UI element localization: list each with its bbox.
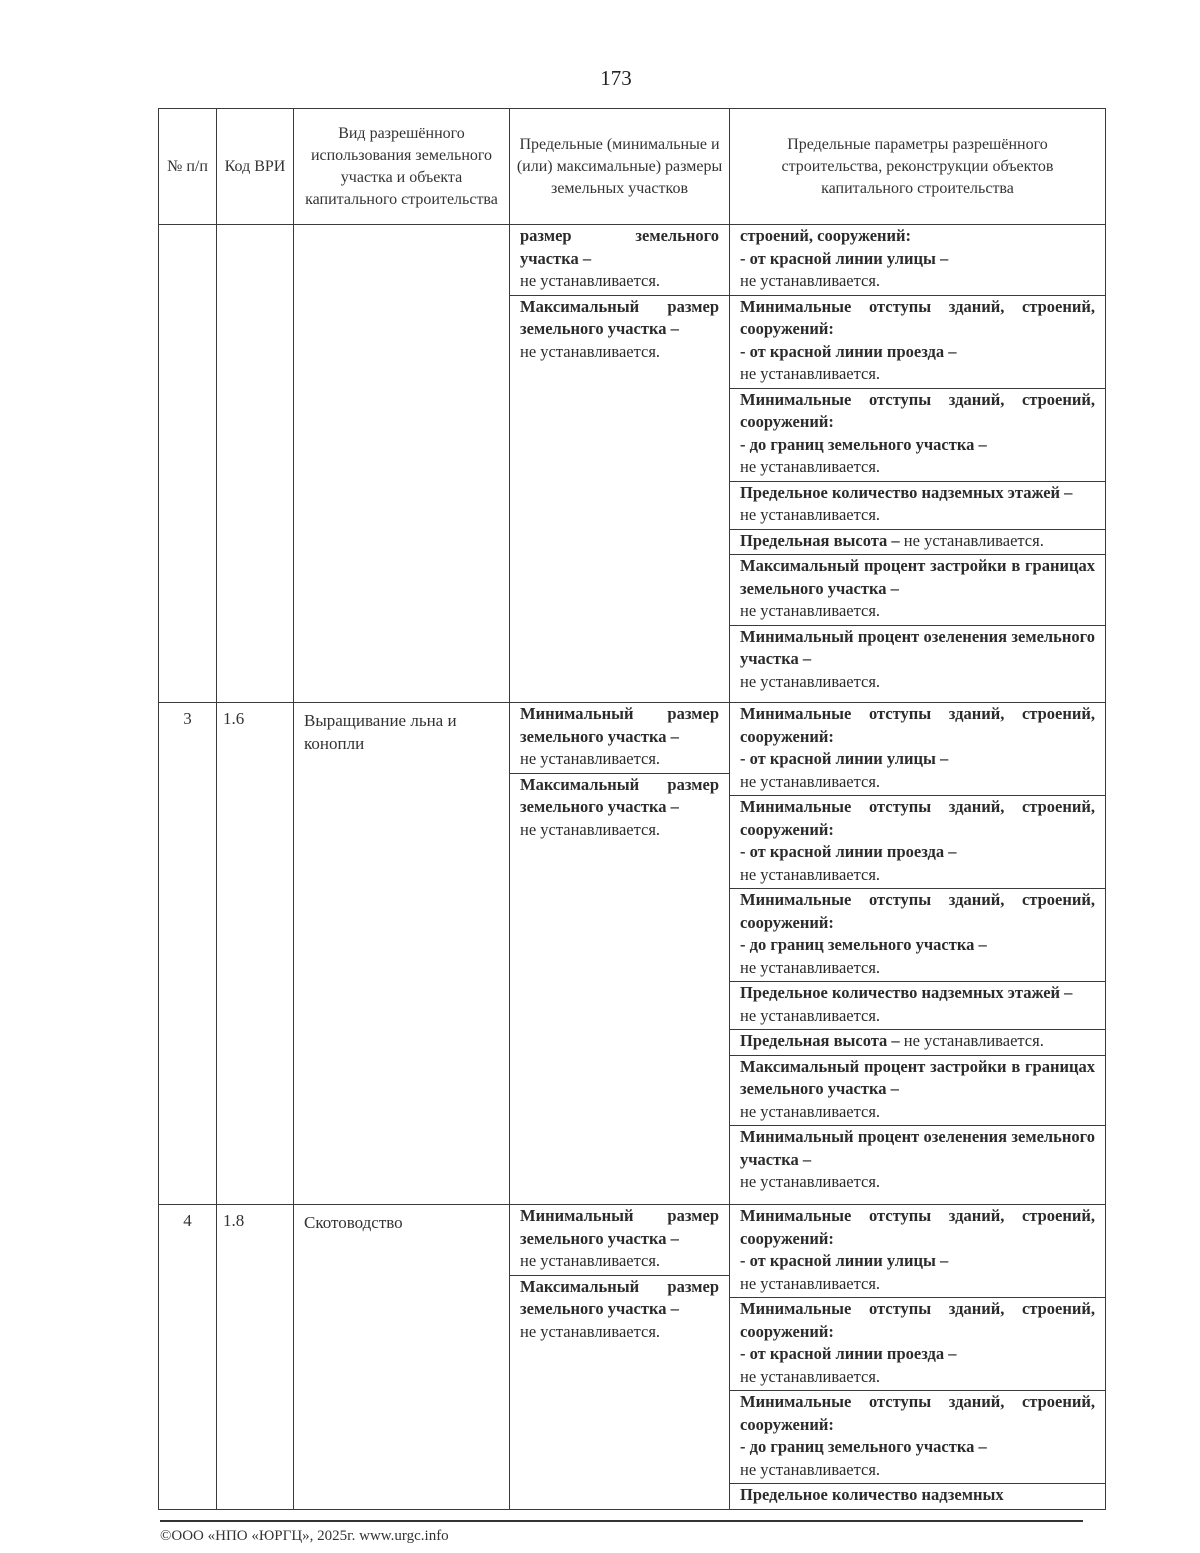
build-param-item [730, 1205, 1105, 1298]
build-param-item [730, 1391, 1105, 1484]
build-param-sublabel: - до границ земельного участка – [740, 434, 987, 454]
plot-size-value: не устанавливается. [520, 1251, 661, 1270]
row-number [159, 225, 217, 703]
build-param-item [730, 555, 1105, 626]
build-param-label: Предельная высота – [740, 530, 900, 550]
build-param-item [730, 982, 1105, 1030]
row-number: 3 [159, 703, 217, 1205]
footer-divider [160, 1520, 1083, 1522]
build-param-value: не устанавливается. [740, 1005, 881, 1025]
build-param-value: не устанавливается. [740, 771, 881, 791]
build-param-label: Минимальные отступы зданий, строений, сооружений: [740, 389, 1095, 431]
row-use-name [294, 225, 510, 703]
build-param-sublabel: - от красной линии проезда – [740, 1344, 957, 1363]
build-param-value: не устанавливается. [740, 957, 881, 977]
header-code: Код ВРИ [217, 109, 294, 225]
build-param-value: не устанавливается. [740, 1273, 881, 1293]
build-param-sublabel: - до границ земельного участка – [740, 935, 987, 954]
build-param-label: Минимальные отступы зданий, строений, сооружений: [740, 1206, 1095, 1248]
plot-sizes-cell [510, 703, 730, 1205]
build-param-item [730, 796, 1105, 889]
build-param-sublabel: - от красной линии улицы – [740, 1251, 949, 1270]
plot-size-value: не устанавливается. [520, 341, 661, 361]
build-param-label: Предельное количество надземных этажей – [740, 482, 1073, 502]
build-param-label: Минимальный процент озеленения земельного участка – [740, 1127, 1095, 1169]
row-number: 4 [159, 1205, 217, 1510]
build-param-value: не устанавливается. [740, 1101, 881, 1121]
build-param-label: Минимальный процент озеленения земельного участка – [740, 626, 1095, 668]
plot-sizes-cell [510, 1205, 730, 1510]
build-params-cell [730, 1205, 1106, 1510]
build-param-item [730, 703, 1105, 796]
plot-sizes-cell [510, 225, 730, 703]
build-param-value: не устанавливается. [903, 530, 1044, 550]
row-code: 1.6 [217, 703, 294, 1205]
plot-size-value: не устанавливается. [520, 819, 661, 839]
build-param-value: не устанавливается. [740, 1172, 881, 1191]
build-param-label: Максимальный процент застройки в границах земельного участка – [740, 1056, 1095, 1098]
build-param-label: Минимальные отступы зданий, строений, сооружений: [740, 1392, 1095, 1434]
build-param-sublabel: - до границ земельного участка – [740, 1437, 987, 1456]
build-param-label: Предельное количество надземных [740, 1485, 1004, 1504]
build-param-item [730, 389, 1105, 482]
build-param-item [730, 626, 1105, 696]
table-row [159, 703, 1106, 1205]
build-param-item [730, 1126, 1105, 1196]
build-param-item [730, 1298, 1105, 1391]
build-param-item [730, 1030, 1105, 1056]
build-param-value: не устанавливается. [740, 271, 881, 290]
build-param-sublabel: - от красной линии улицы – [740, 248, 949, 268]
build-param-item [730, 530, 1105, 556]
build-param-label: Предельная высота – [740, 1031, 900, 1050]
build-param-label: Минимальные отступы зданий, строений, сооружений: [740, 1299, 1095, 1341]
build-param-item [730, 225, 1105, 296]
build-param-label: Максимальный процент застройки в границах земельного участка – [740, 556, 1095, 598]
plot-size-item [510, 1276, 729, 1346]
build-param-value: не устанавливается. [740, 601, 881, 620]
build-param-value: не устанавливается. [740, 671, 881, 691]
build-param-value: не устанавливается. [740, 1459, 881, 1479]
build-params-cell [730, 225, 1106, 703]
build-param-label: Минимальные отступы зданий, строений, сооружений: [740, 296, 1095, 338]
plot-size-label: Минимальный размер земельного участка – [520, 1206, 719, 1248]
row-use-name: Скотоводство [294, 1205, 510, 1510]
regulations-table [158, 108, 1106, 1510]
build-param-item [730, 296, 1105, 389]
plot-size-item [510, 225, 729, 296]
plot-size-value: не устанавливается. [520, 749, 661, 768]
plot-size-label: размер земельного участка – [520, 226, 719, 268]
plot-size-item [510, 296, 729, 366]
row-code [217, 225, 294, 703]
row-code: 1.8 [217, 1205, 294, 1510]
build-param-sublabel: - от красной линии проезда – [740, 341, 957, 361]
build-param-value: не устанавливается. [740, 1366, 881, 1386]
table-header-row [159, 109, 1106, 225]
build-param-item [730, 889, 1105, 982]
build-param-sublabel: - от красной линии проезда – [740, 842, 957, 861]
build-param-value: не устанавливается. [903, 1031, 1044, 1050]
plot-size-value: не устанавливается. [520, 1321, 661, 1341]
row-use-name: Выращивание льна и конопли [294, 703, 510, 1205]
plot-size-value: не устанавливается. [520, 271, 661, 290]
build-param-value: не устанавливается. [740, 457, 881, 476]
build-param-item [730, 1484, 1105, 1509]
build-params-cell [730, 703, 1106, 1205]
page-number: 173 [600, 66, 632, 90]
plot-size-item [510, 774, 729, 844]
plot-size-item [510, 1205, 729, 1276]
build-param-label: строений, сооружений: [740, 226, 912, 245]
header-use-type: Вид разрешённого использования земельного участка и объекта капитального строительства [294, 109, 510, 225]
build-param-value: не устанавливается. [740, 505, 881, 524]
header-plot-sizes: Предельные (минимальные и (или) максимальные) размеры земельных участков [510, 109, 730, 225]
build-param-item [730, 482, 1105, 530]
build-param-sublabel: - от красной линии улицы – [740, 749, 949, 768]
plot-size-label: Максимальный размер земельного участка – [520, 1276, 719, 1318]
footer-copyright: ©ООО «НПО «ЮРГЦ», 2025г. www.urgc.info [160, 1528, 449, 1544]
plot-size-label: Минимальный размер земельного участка – [520, 704, 719, 746]
plot-size-item [510, 703, 729, 774]
build-param-label: Минимальные отступы зданий, строений, сооружений: [740, 797, 1095, 839]
build-param-label: Минимальные отступы зданий, строений, сооружений: [740, 890, 1095, 932]
build-param-value: не устанавливается. [740, 364, 881, 383]
build-param-item [730, 1056, 1105, 1127]
table-row [159, 225, 1106, 703]
build-param-value: не устанавливается. [740, 864, 881, 884]
plot-size-label: Максимальный размер земельного участка – [520, 296, 719, 338]
plot-size-label: Максимальный размер земельного участка – [520, 774, 719, 816]
header-build-params: Предельные параметры разрешённого строительства, реконструкции объектов капитального строительства [730, 109, 1106, 225]
build-param-label: Минимальные отступы зданий, строений, сооружений: [740, 704, 1095, 746]
build-param-label: Предельное количество надземных этажей – [740, 983, 1073, 1002]
table-row [159, 1205, 1106, 1510]
header-number: № п/п [159, 109, 217, 225]
